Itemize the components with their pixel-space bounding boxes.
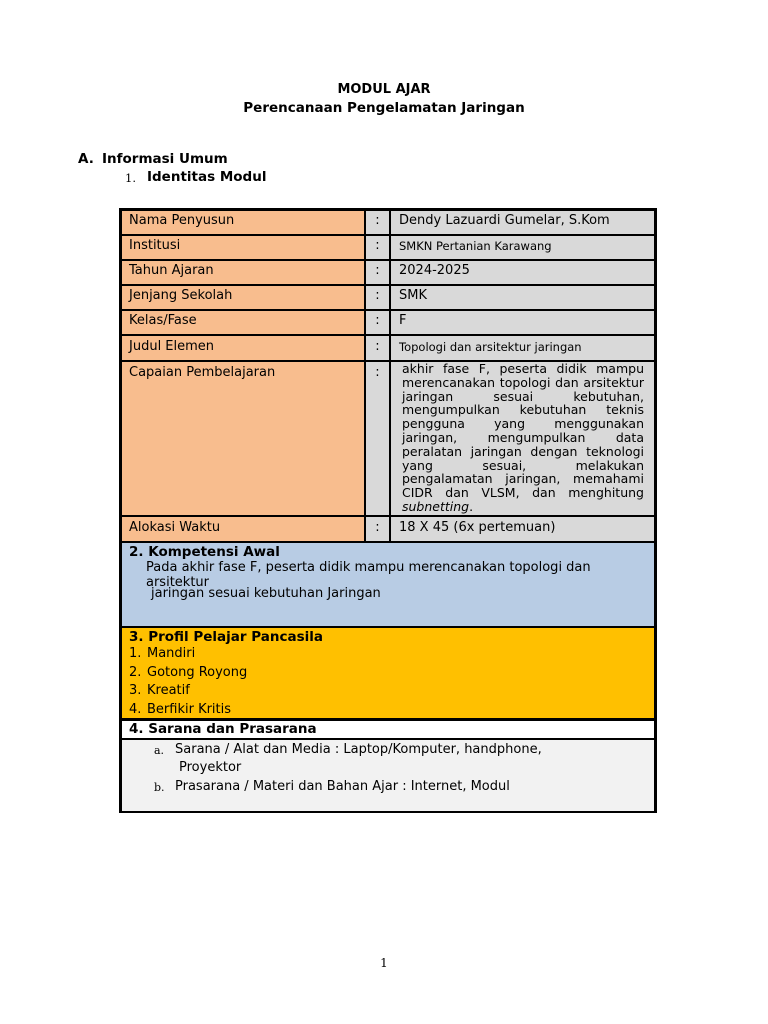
table-row [121,260,655,285]
identity-table [119,208,657,813]
row-value: SMK [390,285,655,310]
row-colon: : [365,335,390,361]
subsection-title: Identitas Modul [147,169,267,185]
list-text: Kreatif [147,683,190,698]
row-colon: : [365,260,390,285]
table-row [121,335,655,361]
capaian-italic-text: subnetting [402,498,470,514]
row-value: F [390,310,655,335]
capaian-text [390,361,655,516]
kompetensi-line-1: Pada akhir fase F, peserta didik mampu merencanakan topologi dan arsitektur [146,560,591,590]
row-label: Institusi [121,235,365,260]
sarana-title: 4. Sarana dan Prasarana [129,721,317,737]
row-colon: : [365,285,390,310]
table-row [121,285,655,310]
table-row-capaian [121,361,655,516]
sarana-body [121,739,655,811]
list-text: Mandiri [147,646,196,661]
row-value: Topologi dan arsitektur jaringan [390,335,655,361]
capaian-main-text: akhir fase F, peserta didik mampu merencanakan topologi dan arsitektur jaringan sesuai kebutuhan, mengumpulkan kebutuhan teknis pengguna yang menggunakan jaringan, mengumpulkan data peralatan jaringan dengan teknologi yang sesuai, melakukan pengalamatan jaringan, memahami CIDR dan VLSM, dan menghitung [402,361,644,501]
row-value: Dendy Lazuardi Gumelar, S.Kom [390,210,655,235]
sarana-b-marker: b. [154,781,165,794]
row-colon: : [365,516,390,542]
row-value: 2024-2025 [390,260,655,285]
list-text: Berfikir Kritis [147,701,232,717]
section-a-title: Informasi Umum [102,151,228,167]
row-label: Judul Elemen [121,335,365,361]
profil-list [122,645,654,719]
sarana-a-line-2: Proyektor [179,760,242,775]
list-number: 1. [129,646,142,661]
row-colon: : [365,310,390,335]
row-colon: : [365,235,390,260]
document-title: MODUL AJAR [337,82,431,97]
table-row [121,210,655,235]
row-label: Kelas/Fase [121,310,365,335]
kompetensi-awal-section [121,542,655,627]
list-item [122,701,654,720]
table-row [121,310,655,335]
row-colon: : [365,210,390,235]
list-number: 4. [129,701,142,717]
section-a-marker: A. [78,151,94,167]
kompetensi-title: 2. Kompetensi Awal [129,544,280,560]
table-row [121,516,655,542]
document-subtitle: Perencanaan Pengelamatan Jaringan [243,100,525,116]
capaian-end: . [469,498,474,514]
list-number: 3. [129,683,142,698]
kompetensi-line-2: jaringan sesuai kebutuhan Jaringan [151,586,381,601]
sarana-a-marker: a. [154,744,165,757]
row-label: Jenjang Sekolah [121,285,365,310]
row-label: Tahun Ajaran [121,260,365,285]
sarana-header [121,719,655,739]
list-item [122,645,654,664]
list-item [122,664,654,683]
list-number: 2. [129,664,142,680]
list-text: Gotong Royong [147,664,248,680]
row-label: Capaian Pembelajaran [121,361,365,516]
row-label: Nama Penyusun [121,210,365,235]
page-number: 1 [380,956,388,970]
row-colon: : [365,361,390,516]
row-label: Alokasi Waktu [121,516,365,542]
subsection-number: 1. [125,171,136,185]
profil-pancasila-section [121,627,655,719]
table-row [121,235,655,260]
sarana-b-line: Prasarana / Materi dan Bahan Ajar : Internet, Modul [175,779,510,794]
row-value: SMKN Pertanian Karawang [390,235,655,260]
profil-title: 3. Profil Pelajar Pancasila [129,629,324,645]
sarana-a-line-1: Sarana / Alat dan Media : Laptop/Komputer, handphone, [175,742,542,757]
row-value: 18 X 45 (6x pertemuan) [390,516,655,542]
list-item [122,682,654,701]
